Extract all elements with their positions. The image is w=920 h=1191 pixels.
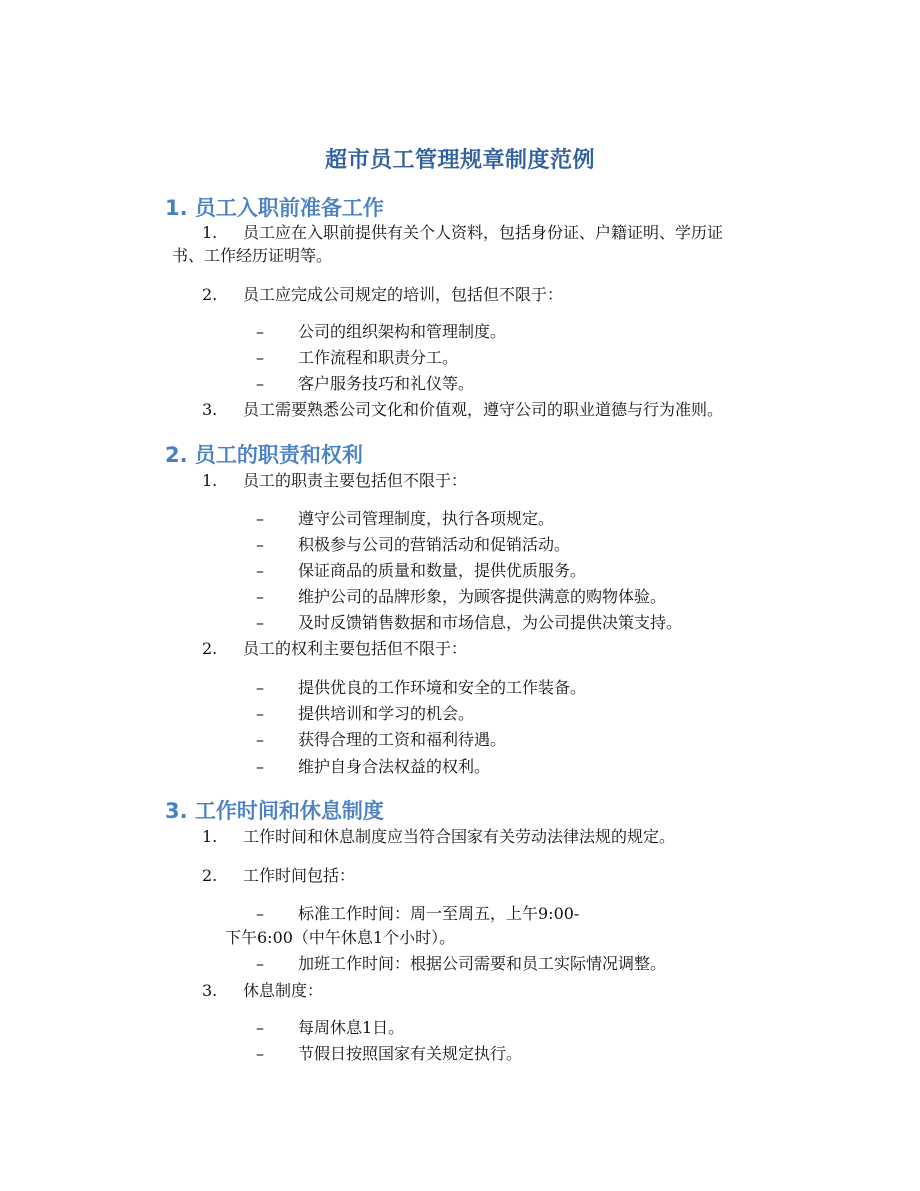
bullet-dash: – (256, 561, 264, 580)
section-heading-1: 1. 员工入职前准备工作 (165, 196, 384, 220)
subitem-text: 获得合理的工资和福利待遇。 (298, 730, 507, 749)
item-text: 员工应在入职前提供有关个人资料，包括身份证、户籍证明、学历证 (243, 223, 724, 242)
item-text-continuation: 书、工作经历证明等。 (172, 246, 333, 265)
bullet-dash: – (256, 1044, 264, 1063)
bullet-dash: – (256, 587, 264, 606)
bullet-dash: – (256, 730, 264, 749)
bullet-dash: – (256, 535, 264, 554)
item-number: 1. (202, 471, 218, 490)
item-text: 员工应完成公司规定的培训，包括但不限于： (243, 285, 564, 304)
bullet-dash: – (256, 613, 264, 632)
bullet-dash: – (256, 1018, 264, 1037)
bullet-dash: – (256, 704, 264, 723)
bullet-dash: – (256, 904, 264, 923)
item-number: 2. (202, 866, 218, 885)
item-text: 员工的职责主要包括但不限于： (243, 471, 468, 490)
subitem-text: 提供培训和学习的机会。 (298, 704, 475, 723)
bullet-dash: – (256, 374, 264, 393)
subitem-text: 客户服务技巧和礼仪等。 (298, 374, 475, 393)
subitem-text: 公司的组织架构和管理制度。 (298, 322, 507, 341)
subitem-text: 节假日按照国家有关规定执行。 (298, 1044, 523, 1063)
item-number: 1. (202, 827, 218, 846)
item-number: 3. (202, 400, 218, 419)
subitem-text: 提供优良的工作环境和安全的工作装备。 (298, 678, 587, 697)
subitem-text: 维护自身合法权益的权利。 (298, 757, 491, 776)
subitem-text: 加班工作时间：根据公司需要和员工实际情况调整。 (298, 954, 667, 973)
item-text: 员工的权利主要包括但不限于： (243, 639, 468, 658)
section-heading-3: 3. 工作时间和休息制度 (165, 799, 384, 823)
bullet-dash: – (256, 954, 264, 973)
item-text: 工作时间包括： (243, 866, 356, 885)
item-number: 2. (202, 639, 218, 658)
subitem-text: 积极参与公司的营销活动和促销活动。 (298, 535, 571, 554)
subitem-text: 工作流程和职责分工。 (298, 348, 459, 367)
subitem-text: 维护公司的品牌形象，为顾客提供满意的购物体验。 (298, 587, 667, 606)
subitem-text: 每周休息1日。 (298, 1018, 405, 1037)
item-text: 工作时间和休息制度应当符合国家有关劳动法律法规的规定。 (243, 827, 676, 846)
item-text: 休息制度： (243, 981, 324, 1000)
bullet-dash: – (256, 322, 264, 341)
section-heading-2: 2. 员工的职责和权利 (165, 443, 363, 467)
item-number: 1. (202, 223, 218, 242)
bullet-dash: – (256, 348, 264, 367)
item-number: 2. (202, 285, 218, 304)
item-number: 3. (202, 981, 218, 1000)
subitem-text-continuation: 下午6:00（中午休息1个小时）。 (225, 928, 456, 947)
bullet-dash: – (256, 757, 264, 776)
document-title: 超市员工管理规章制度范例 (324, 148, 595, 173)
bullet-dash: – (256, 678, 264, 697)
bullet-dash: – (256, 509, 264, 528)
item-text: 员工需要熟悉公司文化和价值观，遵守公司的职业道德与行为准则。 (243, 400, 724, 419)
subitem-text: 及时反馈销售数据和市场信息，为公司提供决策支持。 (298, 613, 683, 632)
subitem-text: 保证商品的质量和数量，提供优质服务。 (298, 561, 587, 580)
subitem-text: 标准工作时间：周一至周五，上午9:00- (298, 904, 580, 923)
subitem-text: 遵守公司管理制度，执行各项规定。 (298, 509, 555, 528)
